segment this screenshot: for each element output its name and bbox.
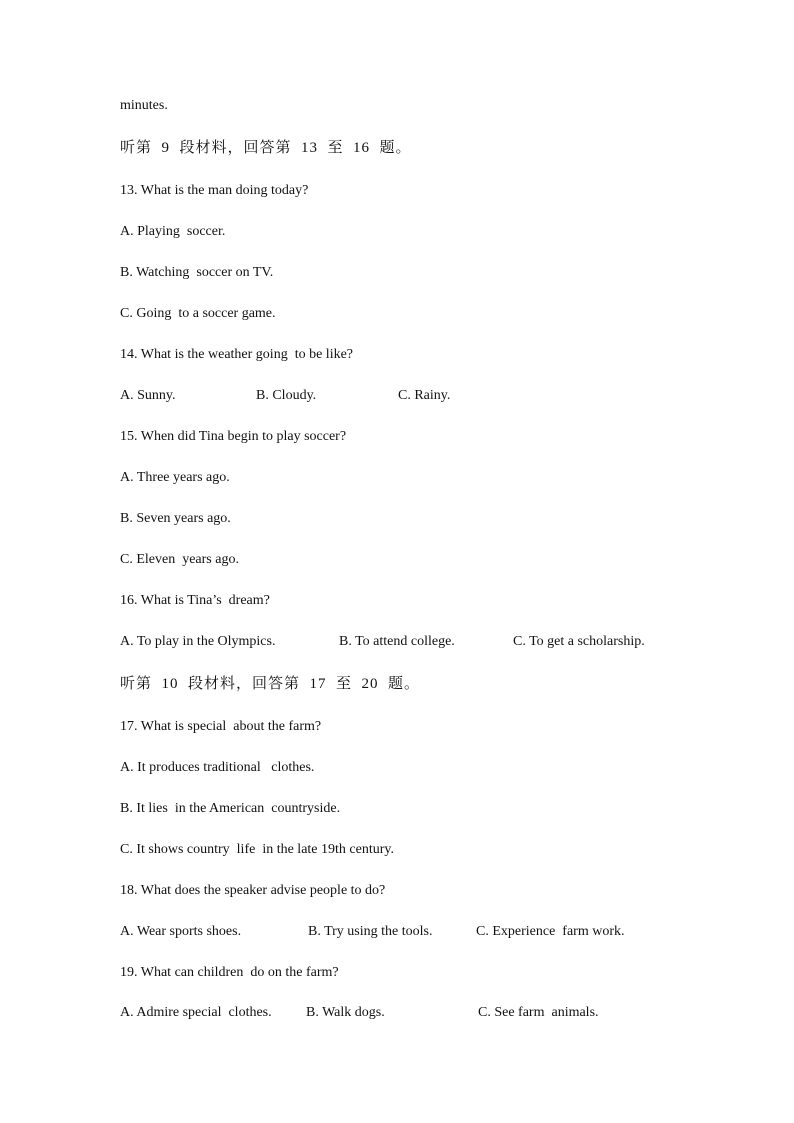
question-19: 19. What can children do on the farm? [120, 965, 339, 980]
q13-option-c: C. Going to a soccer game. [120, 306, 276, 321]
question-13: 13. What is the man doing today? [120, 183, 309, 198]
q18-option-c: C. Experience farm work. [476, 924, 625, 939]
question-18: 18. What does the speaker advise people to do? [120, 883, 386, 898]
section-heading-9: 听第 9 段材料，回答第 13 至 16 题。 [120, 140, 412, 156]
q18-option-a: A. Wear sports shoes. [120, 924, 242, 939]
q13-option-a: A. Playing soccer. [120, 224, 226, 239]
q16-option-b: B. To attend college. [339, 634, 455, 649]
q17-option-b: B. It lies in the American countryside. [120, 801, 341, 816]
section-heading-10: 听第 10 段材料，回答第 17 至 20 题。 [120, 676, 421, 692]
q19-option-c: C. See farm animals. [478, 1005, 599, 1020]
q15-option-c: C. Eleven years ago. [120, 552, 239, 567]
q19-option-b: B. Walk dogs. [306, 1005, 385, 1020]
question-14: 14. What is the weather going to be like? [120, 347, 354, 362]
q18-option-b: B. Try using the tools. [308, 924, 433, 939]
q14-option-c: C. Rainy. [398, 388, 451, 403]
q16-option-a: A. To play in the Olympics. [120, 634, 276, 649]
question-17: 17. What is special about the farm? [120, 719, 322, 734]
q13-option-b: B. Watching soccer on TV. [120, 265, 274, 280]
q14-option-a: A. Sunny. [120, 388, 176, 403]
q17-option-a: A. It produces traditional clothes. [120, 760, 315, 775]
q14-option-b: B. Cloudy. [256, 388, 317, 403]
q15-option-b: B. Seven years ago. [120, 511, 231, 526]
q15-option-a: A. Three years ago. [120, 470, 230, 485]
question-15: 15. When did Tina begin to play soccer? [120, 429, 347, 444]
q19-option-a: A. Admire special clothes. [120, 1005, 272, 1020]
question-16: 16. What is Tina’s dream? [120, 593, 270, 608]
text-continuation: minutes. [120, 98, 168, 113]
q17-option-c: C. It shows country life in the late 19th century. [120, 842, 394, 857]
q16-option-c: C. To get a scholarship. [513, 634, 645, 649]
